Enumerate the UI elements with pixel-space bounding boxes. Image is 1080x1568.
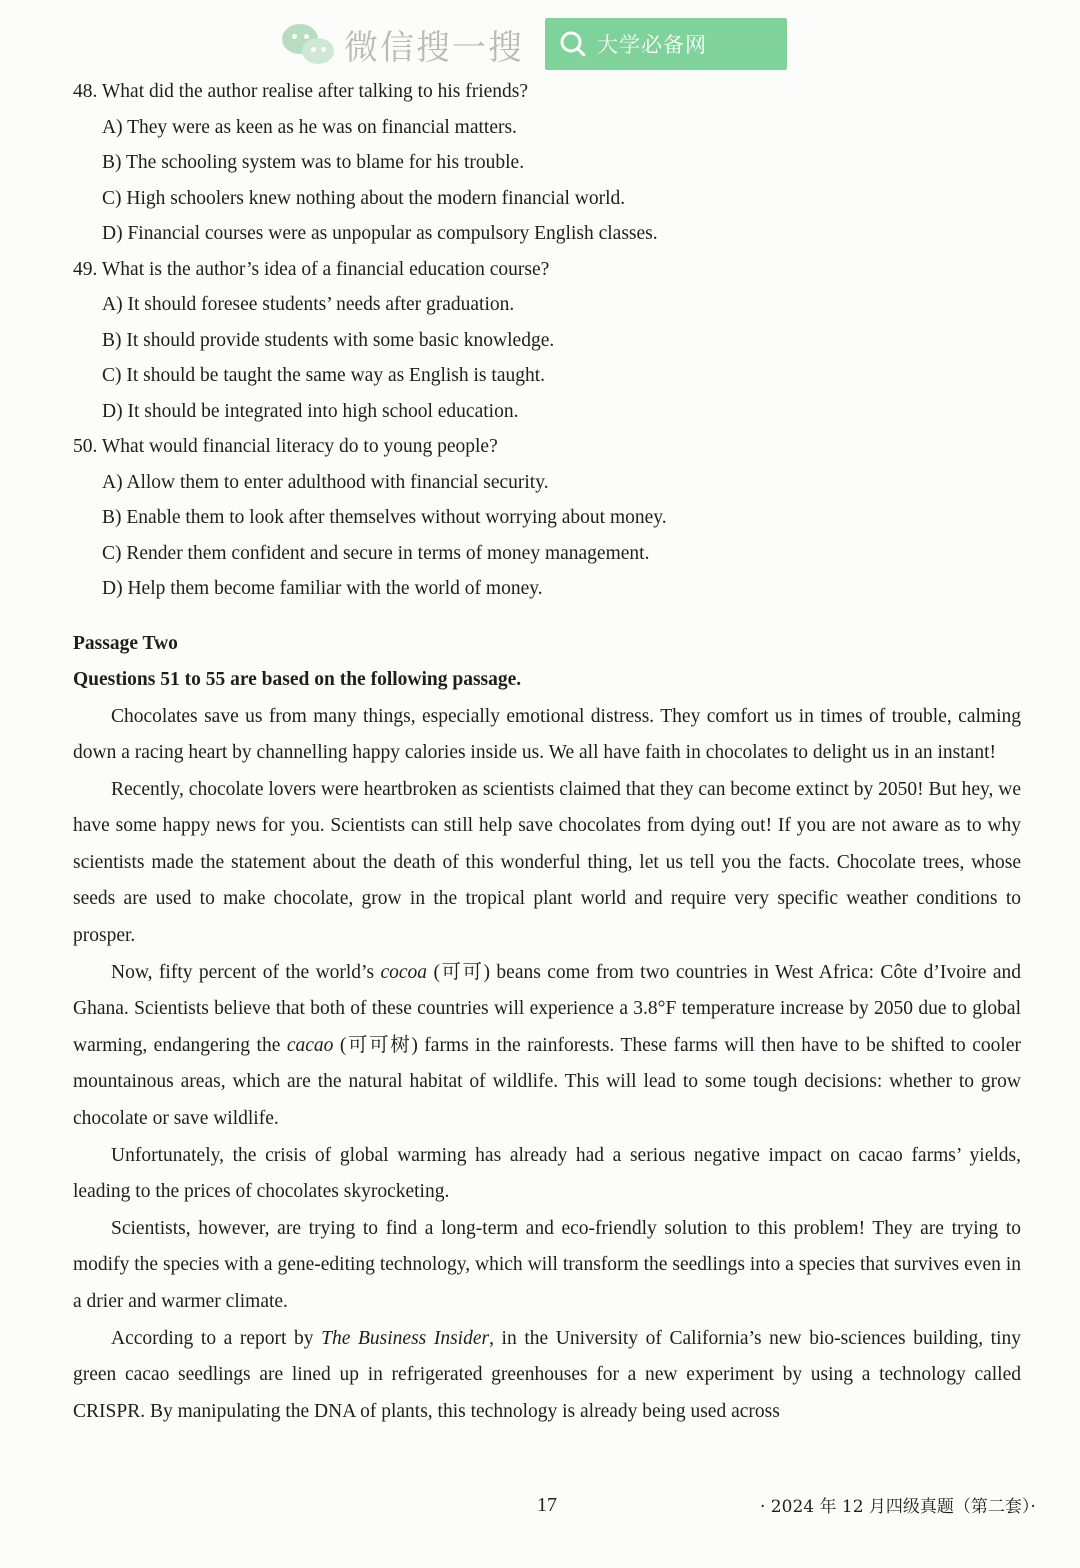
question-48 <box>73 74 1021 252</box>
exam-label: · 2024 年 12 月四级真题（第二套）· <box>760 1497 1036 1517</box>
option-b: B) Enable them to look after themselves without worrying about money. <box>102 507 667 528</box>
watermark-text: 微信搜一搜 <box>344 27 524 68</box>
passage-paragraph: Scientists, however, are trying to find a long-term and eco-friendly solution to this problem! They are trying to modify the species with a gene-editing technology, which will transform the seedlings into a species that survives even in a drier and warmer climate. <box>73 1217 1021 1312</box>
question-49 <box>73 252 1021 430</box>
page-number: 17 <box>537 1494 557 1516</box>
passage-paragraph: According to a report by The Business Insider, in the University of California’s new bio-sciences building, tiny green cacao seedlings are lined up in refrigerated greenhouses for a new experiment by using a technology called CRISPR. By manipulating the DNA of plants, this technology is already being used across <box>73 1327 1022 1422</box>
option-d: D) Financial courses were as unpopular as compulsory English classes. <box>102 223 658 244</box>
option-a: A) It should foresee students’ needs after graduation. <box>102 294 515 315</box>
watermark-banner <box>280 18 707 70</box>
passage-title: Passage Two <box>73 632 178 654</box>
option-a: A) They were as keen as he was on financial matters. <box>102 116 517 138</box>
option-b: B) It should provide students with some basic knowledge. <box>102 329 555 351</box>
search-icon <box>559 30 587 58</box>
question-stem: 50. What would financial literacy do to young people? <box>73 436 498 457</box>
passage-paragraph: Chocolates save us from many things, especially emotional distress. They comfort us in times of trouble, calming down a racing heart by channelling happy calories inside us. We all have faith in chocolates to delight us in an instant! <box>73 705 1021 764</box>
passage-instruction: Questions 51 to 55 are based on the following passage. <box>73 669 522 690</box>
search-label: 大学必备网 <box>597 33 707 57</box>
question-50 <box>73 429 1021 607</box>
question-stem: 49. What is the author’s idea of a financial education course? <box>73 258 550 280</box>
option-a: A) Allow them to enter adulthood with financial security. <box>102 471 549 493</box>
passage-paragraph: Now, fifty percent of the world’s cocoa (可可) beans come from two countries in West Africa: Côte d’Ivoire and Ghana. Scientists believe that both of these countries will experience a 3.8°F temperature increase by 2050 due to global warming, endangering the cacao (可可树) farms in the rainforests. These farms will then have to be shifted to cooler mountainous areas, which are the natural habitat of wildlife. This will lead to some tough decisions: whether to grow chocolate or save wildlife. <box>73 961 1021 1130</box>
page-content <box>73 74 1021 1430</box>
option-d: D) It should be integrated into high school education. <box>102 400 519 422</box>
passage-paragraph: Recently, chocolate lovers were heartbroken as scientists claimed that they can become extinct by 2050! But hey, we have some happy news for you. Scientists can still help save chocolates from dying out! If you are not aware as to why scientists made the statement about the death of this wonderful thing, let us tell you the facts. Chocolate trees, whose seeds are used to make chocolate, grow in the tropical plant world and require very specific weather conditions to prosper. <box>73 778 1021 947</box>
option-c: C) High schoolers knew nothing about the modern financial world. <box>102 187 626 209</box>
wechat-logo-icon <box>280 20 336 68</box>
option-c: C) Render them confident and secure in terms of money management. <box>102 542 650 564</box>
passage-paragraph: Unfortunately, the crisis of global warming has already had a serious negative impact on cacao farms’ yields, leading to the prices of chocolates skyrocketing. <box>73 1144 1021 1203</box>
option-b: B) The schooling system was to blame for his trouble. <box>102 152 525 173</box>
option-c: C) It should be taught the same way as English is taught. <box>102 365 546 386</box>
question-stem: 48. What did the author realise after talking to his friends? <box>73 81 529 102</box>
option-d: D) Help them become familiar with the world of money. <box>102 578 543 599</box>
search-button[interactable] <box>545 18 787 70</box>
